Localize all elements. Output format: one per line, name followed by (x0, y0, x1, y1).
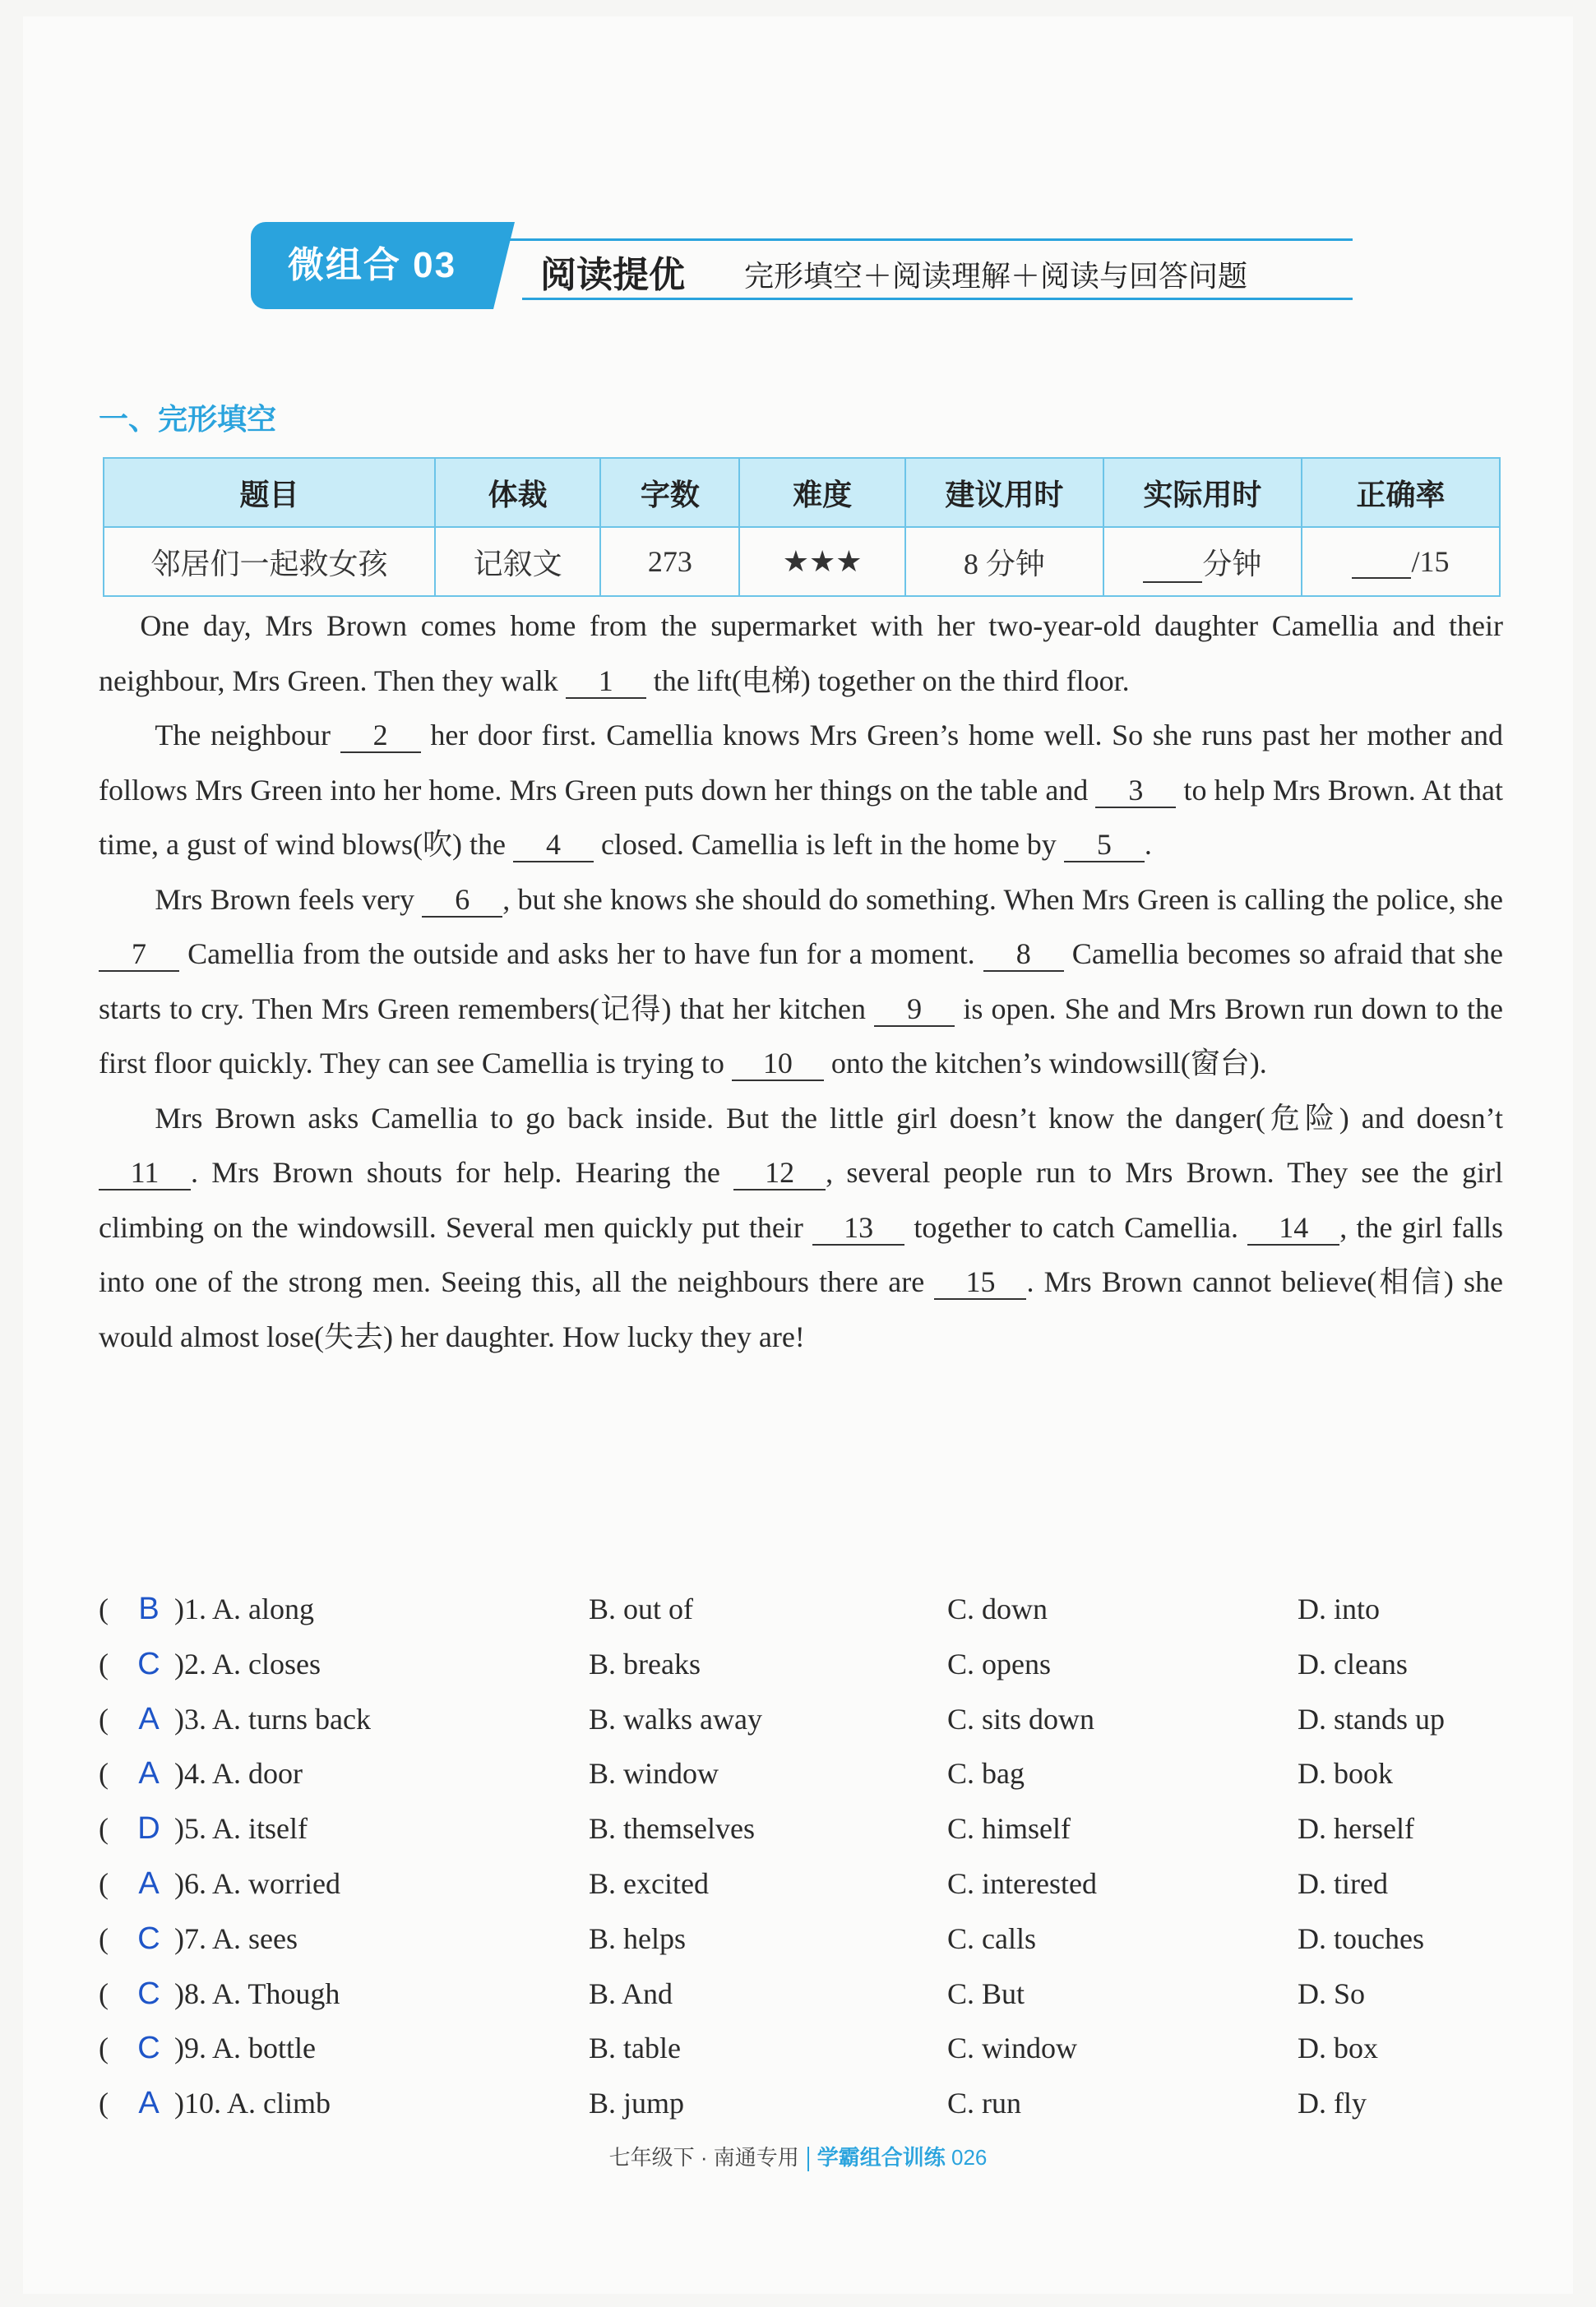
banner-subtitle: 完形填空＋阅读理解＋阅读与回答问题 (744, 259, 1248, 293)
cell-difficulty-stars: ★★★ (739, 527, 904, 596)
passage-text: Camellia becomes so afraid that she starts to cry. Then Mrs Green remembers(记得) that her kitchen (99, 937, 1503, 1025)
question-number: )4. (174, 1757, 206, 1791)
option-a-text: A. sees (212, 1921, 298, 1955)
paren-open: ( (99, 1647, 109, 1681)
passage-text: , but she knows she should do something. When Mrs Green is calling the police, she (502, 882, 1504, 916)
option-a[interactable] (174, 1582, 314, 1637)
paren-open: ( (99, 1866, 109, 1900)
option-d[interactable]: D. So (1298, 1976, 1366, 2010)
question-row (99, 1692, 1513, 1747)
option-a-text: A. along (212, 1593, 314, 1625)
option-a-text: A. turns back (212, 1702, 371, 1736)
blank-12[interactable]: 12 (733, 1156, 826, 1190)
answer-letter[interactable]: B (138, 1592, 160, 1626)
passage-text: her door first. Camellia knows Mrs Green’s home well. So she runs past her mother and follows Mrs Green into her home. Mrs Green puts down her things on the table and (99, 719, 1503, 807)
option-b[interactable]: B. breaks (589, 1647, 701, 1681)
question-row (99, 1801, 1513, 1856)
page-footer (0, 2141, 1596, 2171)
question-number: )2. (174, 1647, 206, 1681)
option-a[interactable] (174, 1692, 371, 1747)
passage-paragraph-2 (99, 708, 1503, 872)
option-c[interactable]: C. run (947, 2087, 1021, 2120)
option-a[interactable] (174, 1967, 340, 2022)
option-c[interactable]: C. himself (947, 1812, 1071, 1846)
question-options (99, 1582, 1513, 2131)
question-number: )7. (174, 1921, 206, 1955)
accuracy-blank[interactable] (1352, 552, 1411, 579)
paren-open: ( (99, 2087, 109, 2120)
paren-open: ( (99, 1702, 109, 1736)
cell-suggested-time: 8 分钟 (905, 527, 1103, 596)
question-number: )6. (174, 1866, 206, 1900)
option-a-text: A. closes (212, 1647, 321, 1681)
blank-2[interactable]: 2 (340, 719, 421, 753)
question-row (99, 2021, 1513, 2076)
option-d[interactable]: D. fly (1298, 2087, 1367, 2120)
question-row (99, 2076, 1513, 2131)
option-b[interactable]: B. window (589, 1757, 719, 1791)
blank-11[interactable]: 11 (99, 1156, 191, 1190)
question-number: )8. (174, 1976, 206, 2010)
blank-7[interactable]: 7 (99, 937, 179, 972)
blank-6[interactable]: 6 (422, 883, 502, 918)
info-table-row (104, 527, 1500, 596)
blank-5[interactable]: 5 (1064, 828, 1145, 862)
actual-time-unit: 分钟 (1202, 547, 1262, 580)
paren-open: ( (99, 1921, 109, 1955)
blank-1[interactable]: 1 (566, 664, 646, 699)
footer-grade: 七年级下 · 南通专用 (608, 2145, 799, 2170)
header-difficulty: 难度 (739, 458, 904, 527)
blank-4[interactable]: 4 (513, 828, 594, 862)
paren-open: ( (99, 1593, 109, 1625)
option-b[interactable]: B. table (589, 2032, 681, 2065)
option-d[interactable]: D. into (1298, 1593, 1381, 1625)
question-number: )10. (174, 2087, 221, 2120)
cell-accuracy (1302, 527, 1500, 596)
cell-actual-time (1103, 527, 1302, 596)
passage-text: closed. Camellia is left in the home by (593, 828, 1064, 861)
option-b[interactable]: B. themselves (589, 1812, 755, 1846)
option-c[interactable]: C. window (947, 2032, 1078, 2065)
passage-text: onto the kitchen’s windowsill(窗台). (823, 1047, 1267, 1080)
header-genre: 体裁 (435, 458, 600, 527)
question-row (99, 1967, 1513, 2022)
option-b[interactable]: B. And (589, 1976, 673, 2010)
question-number: )5. (174, 1812, 206, 1846)
header-topic: 题目 (104, 458, 435, 527)
question-number: )3. (174, 1702, 206, 1736)
option-d[interactable]: D. tired (1298, 1866, 1388, 1900)
answer-letter[interactable]: A (138, 1701, 160, 1736)
banner-top-rule (493, 238, 1353, 241)
passage-text: the lift(电梯) together on the third floor. (645, 663, 1130, 697)
option-a-text: A. Though (212, 1976, 340, 2010)
option-a-text: A. worried (212, 1866, 340, 1900)
option-a[interactable] (174, 1746, 303, 1801)
blank-15[interactable]: 15 (934, 1265, 1026, 1300)
answer-letter[interactable]: D (137, 1811, 160, 1847)
question-row (99, 1746, 1513, 1801)
option-a[interactable] (174, 1856, 340, 1912)
question-row (99, 1637, 1513, 1692)
option-d[interactable]: D. cleans (1298, 1647, 1408, 1681)
cell-genre: 记叙文 (435, 527, 600, 596)
passage-text: One day, Mrs Brown comes home from the supermarket with her two-year-old daughter Camellia and their neighbour, Mrs Green. Then they walk (99, 609, 1503, 697)
option-a[interactable] (174, 2076, 331, 2131)
passage-text: together to catch Camellia. (904, 1210, 1248, 1244)
answer-letter[interactable]: A (138, 2086, 160, 2121)
passage (99, 599, 1503, 1364)
option-b[interactable]: B. out of (589, 1593, 694, 1625)
option-d[interactable]: D. herself (1298, 1812, 1414, 1846)
banner-bottom-rule (522, 298, 1353, 300)
passage-text: is open. She and Mrs Brown run down to the first floor quickly. They can see Camellia is trying to (99, 992, 1504, 1080)
answer-letter[interactable]: A (138, 1865, 160, 1901)
option-c[interactable]: C. But (947, 1976, 1025, 2010)
blank-8[interactable]: 8 (983, 937, 1064, 972)
footer-separator (807, 2147, 809, 2171)
passage-paragraph-3 (99, 872, 1503, 1091)
option-d[interactable]: D. touches (1298, 1921, 1424, 1955)
passage-text: . (1144, 828, 1152, 861)
cell-topic: 邻居们一起救女孩 (104, 527, 435, 596)
option-c[interactable]: C. down (947, 1593, 1048, 1625)
passage-text: The neighbour (155, 719, 340, 751)
option-d[interactable]: D. book (1298, 1757, 1393, 1791)
header-actual-time: 实际用时 (1103, 458, 1302, 527)
passage-paragraph-1 (99, 599, 1503, 708)
paren-open: ( (99, 1812, 109, 1846)
blank-13[interactable]: 13 (812, 1211, 904, 1246)
unit-tag: 微组合 03 (251, 222, 493, 309)
cell-word-count: 273 (600, 527, 739, 596)
answer-letter[interactable]: C (137, 1976, 160, 2011)
answer-letter[interactable]: A (138, 1756, 160, 1792)
passage-text: , the girl falls into one of the strong men. Seeing this, all the neighbours there are (99, 1210, 1503, 1298)
question-number: )9. (174, 2032, 206, 2065)
page-number: 026 (951, 2145, 988, 2170)
option-b[interactable]: B. jump (589, 2087, 685, 2120)
header-suggested-time: 建议用时 (905, 458, 1103, 527)
passage-text: , several people run to Mrs Brown. They see the girl climbing on the windowsill. Several men quickly put their (99, 1156, 1503, 1244)
blank-3[interactable]: 3 (1095, 774, 1176, 808)
header-accuracy: 正确率 (1302, 458, 1500, 527)
option-c[interactable]: C. bag (947, 1757, 1025, 1791)
question-row (99, 1582, 1513, 1637)
blank-9[interactable]: 9 (874, 992, 955, 1027)
option-c[interactable]: C. interested (947, 1866, 1097, 1900)
option-b[interactable]: B. helps (589, 1921, 687, 1955)
option-b[interactable]: B. walks away (589, 1702, 762, 1736)
option-d[interactable]: D. box (1298, 2032, 1378, 2065)
option-a[interactable] (174, 1801, 308, 1856)
option-a-text: A. itself (212, 1812, 308, 1846)
accuracy-total: /15 (1411, 545, 1450, 578)
paren-open: ( (99, 1757, 109, 1791)
option-d[interactable]: D. stands up (1298, 1702, 1445, 1736)
passage-text: . Mrs Brown cannot believe(相信) she would almost lose(失去) her daughter. How lucky they are! (99, 1265, 1503, 1353)
option-a-text: A. climb (227, 2087, 331, 2120)
option-a[interactable] (174, 1912, 298, 1967)
answer-letter[interactable]: C (137, 1921, 160, 1956)
info-table-header-row (104, 458, 1500, 527)
passage-text: to help Mrs Brown. At that time, a gust of wind blows(吹) the (99, 773, 1504, 861)
paren-open: ( (99, 1976, 109, 2010)
question-row (99, 1912, 1513, 1967)
blank-10[interactable]: 10 (732, 1047, 824, 1081)
option-a-text: A. door (212, 1757, 303, 1791)
option-c[interactable]: C. sits down (947, 1702, 1095, 1736)
question-number: )1. (174, 1593, 206, 1625)
actual-time-blank[interactable] (1143, 557, 1202, 583)
header-word-count: 字数 (600, 458, 739, 527)
option-a[interactable] (174, 2021, 316, 2076)
passage-text: Mrs Brown asks Camellia to go back inside. But the little girl doesn’t know the danger(危险) and doesn’t (155, 1101, 1503, 1135)
answer-letter[interactable]: C (137, 2031, 160, 2066)
option-a-text: A. bottle (212, 2032, 316, 2065)
passage-text: Camellia from the outside and asks her to have fun for a moment. (179, 937, 983, 970)
question-row (99, 1856, 1513, 1912)
passage-text: Mrs Brown feels very (155, 882, 423, 916)
paren-open: ( (99, 2032, 109, 2065)
option-b[interactable]: B. excited (589, 1866, 709, 1900)
passage-text: . Mrs Brown shouts for help. Hearing the (191, 1156, 734, 1189)
banner-title: 阅读提优 (540, 255, 685, 295)
passage-paragraph-4 (99, 1091, 1503, 1365)
header-banner (251, 220, 1353, 312)
option-c[interactable]: C. opens (947, 1647, 1051, 1681)
blank-14[interactable]: 14 (1247, 1211, 1339, 1246)
section-heading: 一、完形填空 (99, 402, 277, 436)
footer-brand: 学霸组合训练 (817, 2145, 946, 2170)
option-c[interactable]: C. calls (947, 1921, 1036, 1955)
option-a[interactable] (174, 1637, 321, 1692)
info-table (103, 457, 1501, 597)
answer-letter[interactable]: C (137, 1646, 160, 1681)
